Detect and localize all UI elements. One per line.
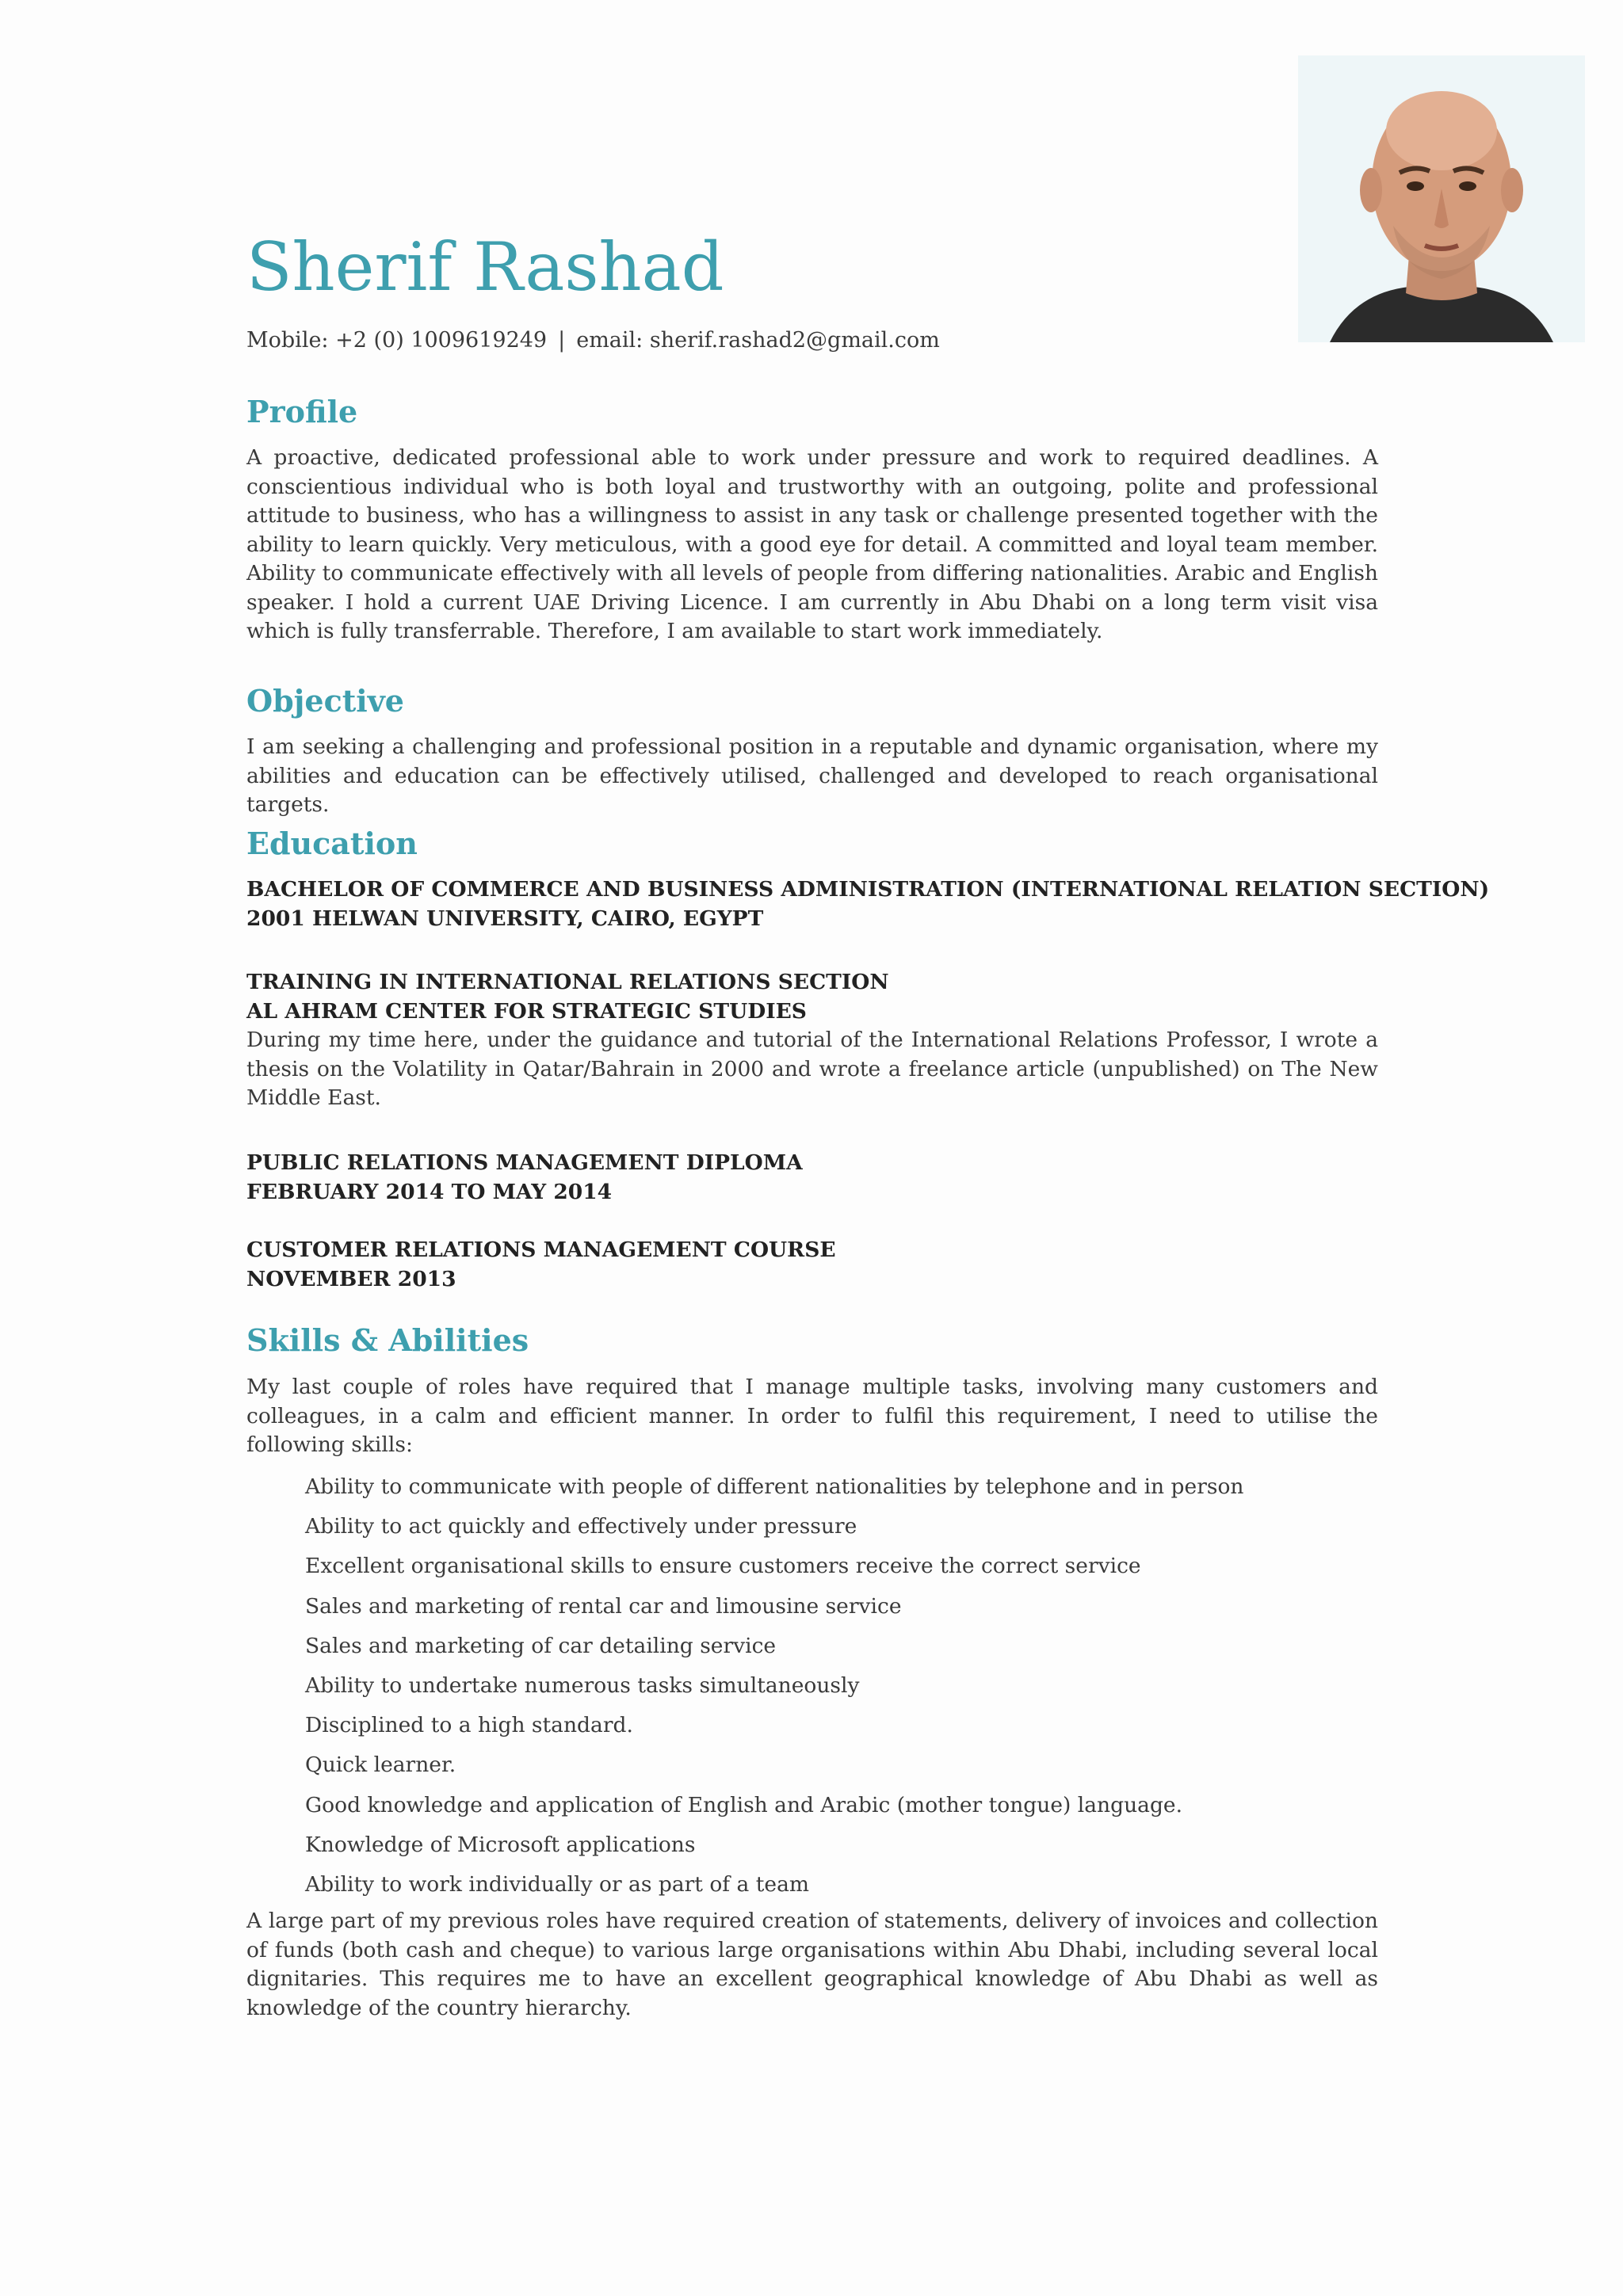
contact-info bbox=[246, 325, 940, 357]
objective-text: I am seeking a challenging and professional position in a reputable and dynamic organisation, where my abilities and education can be effectively utilised, challenged and developed to reach organisational targets. bbox=[246, 734, 1378, 817]
skill-item: Disciplined to a high standard. bbox=[305, 1713, 633, 1738]
education-entry-training bbox=[246, 968, 1378, 1113]
education-entry-bachelor bbox=[246, 875, 1490, 933]
education-degree: CUSTOMER RELATIONS MANAGEMENT COURSE bbox=[246, 1238, 836, 1262]
objective-heading: Objective bbox=[246, 683, 404, 719]
education-degree: PUBLIC RELATIONS MANAGEMENT DIPLOMA bbox=[246, 1150, 803, 1175]
skill-item: Sales and marketing of rental car and limousine service bbox=[305, 1593, 902, 1619]
education-description: During my time here, under the guidance and tutorial of the International Relations Professor, I wrote a thesis on the Volatility in Qatar/Bahrain in 2000 and wrote a freelance article (unpublished) on The New Middle East. bbox=[246, 1028, 1378, 1110]
education-dates: NOVEMBER 2013 bbox=[246, 1266, 456, 1291]
skills-closing: A large part of my previous roles have required creation of statements, delivery of invoices and collection of funds (both cash and cheque) to various large organisations within Abu Dhabi, including several local dignitaries. This requires me to have an excellent geographical knowledge of Abu Dhabi as well as knowledge of the country hierarchy. bbox=[246, 1909, 1378, 2020]
email-address: email: sherif.rashad2@gmail.com bbox=[576, 328, 940, 353]
skill-item: Ability to work individually or as part of a team bbox=[305, 1872, 810, 1897]
education-degree: BACHELOR OF COMMERCE AND BUSINESS ADMINISTRATION (INTERNATIONAL RELATION SECTION) bbox=[246, 877, 1490, 902]
education-entry-crm-course bbox=[246, 1236, 1378, 1294]
mobile-number: Mobile: +2 (0) 1009619249 bbox=[246, 328, 548, 353]
education-dates: FEBRUARY 2014 TO MAY 2014 bbox=[246, 1179, 613, 1204]
education-degree: TRAINING IN INTERNATIONAL RELATIONS SECTION bbox=[246, 970, 889, 994]
skill-item: Ability to undertake numerous tasks simultaneously bbox=[305, 1673, 860, 1699]
education-entry-pr-diploma bbox=[246, 1149, 1378, 1207]
profile-text: A proactive, dedicated professional able to work under pressure and work to required deadlines. A conscientious individual who is both loyal and trustworthy with an outgoing, polite and professional attitude to business, who has a willingness to assist in any task or challenge presented together with the ability to learn quickly. Very meticulous, with a good eye for detail. A committed and loyal team member. Ability to communicate effectively with all levels of people from differing nationalities. Arabic and English speaker. I hold a current UAE Driving Licence. I am currently in Abu Dhabi on a long term visit visa which is fully transferrable. Therefore, I am available to start work immediately. bbox=[246, 445, 1378, 643]
education-institution: 2001 HELWAN UNIVERSITY, CAIRO, EGYPT bbox=[246, 906, 764, 931]
skills-heading: Skills & Abilities bbox=[246, 1322, 529, 1358]
profile-heading: Profile bbox=[246, 394, 358, 429]
skills-list bbox=[305, 1467, 1243, 1905]
skill-item: Sales and marketing of car detailing service bbox=[305, 1633, 777, 1658]
skill-item: Ability to communicate with people of different nationalities by telephone and in person bbox=[305, 1474, 1244, 1499]
candidate-name: Sherif Rashad bbox=[246, 228, 724, 306]
education-heading: Education bbox=[246, 826, 418, 861]
skill-item: Ability to act quickly and effectively under pressure bbox=[305, 1514, 857, 1539]
contact-separator: | bbox=[558, 328, 566, 353]
skill-item: Quick learner. bbox=[305, 1753, 456, 1778]
education-institution: AL AHRAM CENTER FOR STRATEGIC STUDIES bbox=[246, 998, 807, 1024]
skill-item: Good knowledge and application of English and Arabic (mother tongue) language. bbox=[305, 1792, 1183, 1817]
skills-intro: My last couple of roles have required that I manage multiple tasks, involving many customers and colleagues, in a calm and efficient manner. In order to fulfil this requirement, I need to utilise the following skills: bbox=[246, 1375, 1378, 1457]
skill-item: Excellent organisational skills to ensure customers receive the correct service bbox=[305, 1554, 1141, 1579]
profile-photo bbox=[1298, 55, 1585, 342]
skill-item: Knowledge of Microsoft applications bbox=[305, 1832, 696, 1857]
